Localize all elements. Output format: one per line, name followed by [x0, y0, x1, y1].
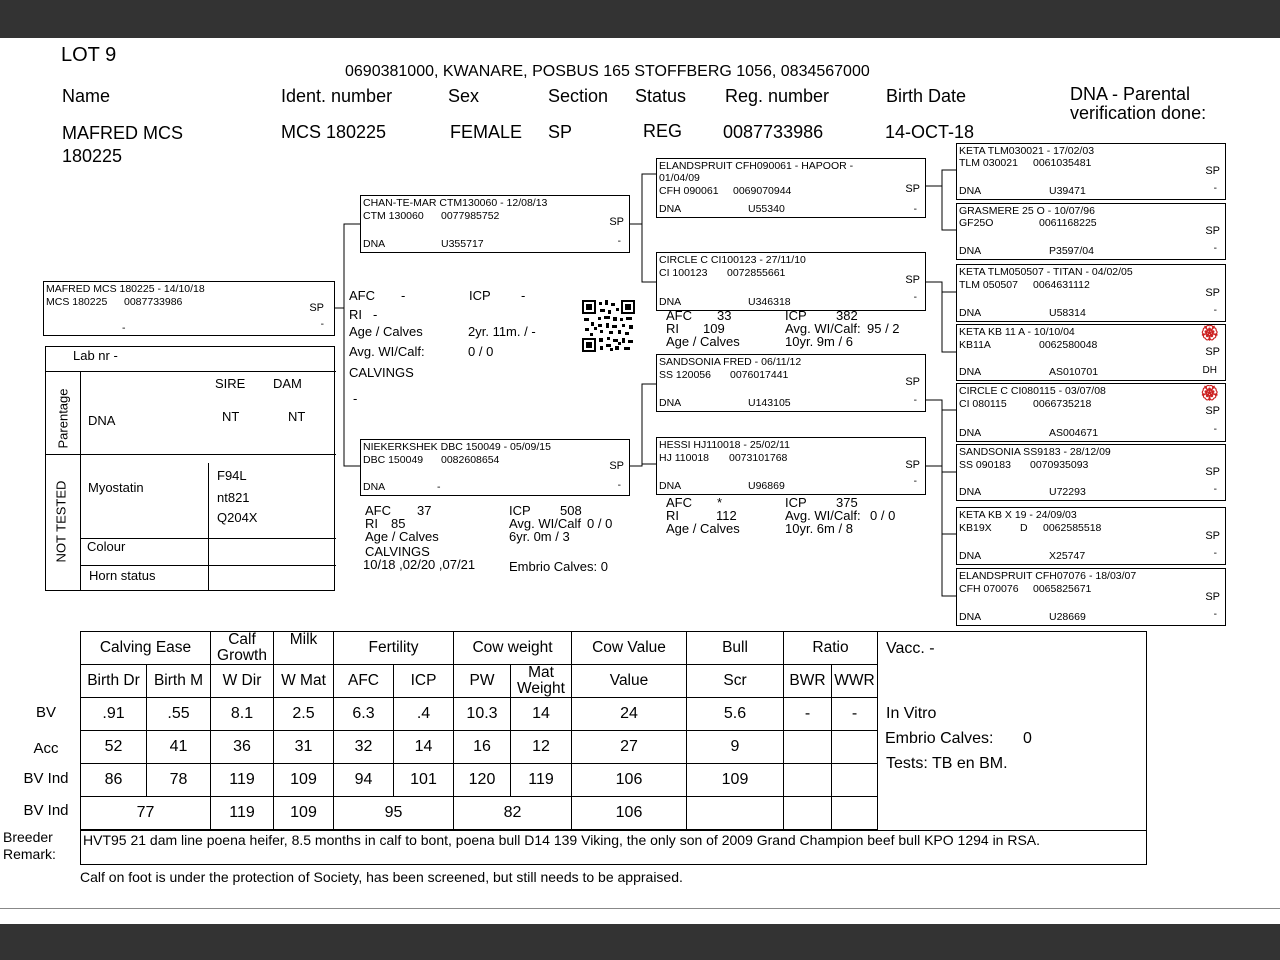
self-sec: SP [309, 302, 324, 314]
group-ratio: Ratio [784, 632, 878, 665]
dna-parental-line2: verification done: [1070, 103, 1207, 123]
remark-text: HVT95 21 dam line poena heifer, 8.5 months in calf to bont, poena bull D14 139 Viking, the only son of 2009 Grand Champion beef bull KPO 1294 in RSA. [83, 832, 1041, 848]
ggp-reg: 0062580048 [1039, 339, 1098, 351]
gp-reg: 0072855661 [727, 267, 786, 279]
dam-age-value: 6yr. 0m / 3 [509, 529, 570, 544]
sire-dna-label: DNA [363, 238, 386, 250]
ggp-reg: 0061035481 [1033, 157, 1092, 169]
self-dash1: - [122, 322, 126, 334]
group-milk: Milk [274, 632, 334, 665]
ggp-dna-label: DNA [959, 486, 982, 498]
cell: 12 [511, 731, 572, 764]
group-calf-growth [211, 632, 274, 665]
gp2-wi-value: 95 / 2 [867, 321, 900, 336]
gp2-ri-label: RI [666, 321, 679, 336]
animal-birth: 14-OCT-18 [885, 122, 975, 142]
dna-parental-line1: DNA - Parental [1070, 84, 1191, 104]
vacc-label: Vacc. - [886, 640, 935, 657]
ggp-reg: 0064631112 [1033, 279, 1090, 291]
self-afc-value: - [401, 288, 406, 303]
ggp-reg: 0061168225 [1039, 217, 1097, 229]
cell: 2.5 [274, 698, 334, 731]
gp-title: HESSI HJ110018 - 25/02/11 [659, 439, 790, 451]
tests-label: Tests: TB en BM. [886, 755, 1008, 772]
ggp-dna-value: X25747 [1049, 550, 1086, 562]
ggp-dash: - [1213, 305, 1217, 316]
cell: 106 [572, 764, 687, 797]
gp-reg: 0076017441 [730, 369, 789, 381]
lab-dna: DNA [88, 413, 116, 428]
cell: 109 [274, 764, 334, 797]
gp-dna-value: U143105 [748, 397, 791, 409]
dam-ri-label: RI [365, 516, 378, 531]
ggp-dash: - [1213, 424, 1217, 435]
self-icp-label: ICP [469, 288, 491, 303]
dam-dna-value: - [437, 481, 441, 493]
cell [832, 797, 878, 830]
label-birth: Birth Date [886, 86, 967, 106]
dam-wi-label: Avg. WI/Calf [509, 516, 582, 531]
dam-ri-value: 85 [391, 516, 406, 531]
ggp-dna-value: U28669 [1049, 611, 1086, 623]
cell: 16 [454, 731, 511, 764]
ggp-id: GF25O [959, 217, 994, 229]
embrio-value: 0 [1023, 730, 1032, 747]
sub-birth-dr: Birth Dr [81, 665, 147, 698]
gp4-afc-label: AFC [666, 495, 692, 510]
cell: 86 [81, 764, 147, 797]
cell: 6.3 [334, 698, 394, 731]
cell: 82 [454, 797, 572, 830]
ggp-id: TLM 050507 [959, 279, 1018, 291]
dam-wi-value: 0 / 0 [587, 516, 613, 531]
dam-icp-value: 508 [560, 503, 582, 518]
gp2-age-label: Age / Calves [666, 334, 740, 349]
ggp-dna-label: DNA [959, 245, 982, 257]
ggp-dna-value: AS004671 [1049, 427, 1099, 439]
dam-dna-label: DNA [363, 481, 386, 493]
lab-dam: DAM [273, 376, 302, 391]
owner-address: 0690381000, KWANARE, POSBUS 165 STOFFBERG 1056, 0834567000 [345, 63, 870, 80]
ggp-dna-label: DNA [959, 307, 982, 319]
animal-ident: MCS 180225 [281, 122, 387, 142]
ggp-sec: SP [1205, 530, 1220, 542]
label-section: Section [548, 86, 609, 106]
cell: 24 [572, 698, 687, 731]
sub-mat-weight [511, 665, 572, 698]
gp-dna-label: DNA [659, 480, 682, 492]
lab-horn: Horn status [89, 568, 156, 583]
cell [687, 797, 784, 830]
ggp-title: KETA TLM050507 - TITAN - 04/02/05 [959, 266, 1133, 278]
bv-table [80, 631, 878, 830]
cell: 14 [511, 698, 572, 731]
ggp-sec: SP [1205, 287, 1220, 299]
ggp-dna-label: DNA [959, 185, 982, 197]
gp2-ri-value: 109 [703, 321, 725, 336]
gp4-ri-label: RI [666, 508, 679, 523]
lab-f94l: F94L [217, 468, 247, 483]
lot-title: LOT 9 [61, 44, 117, 66]
vacc-panel [878, 631, 1147, 831]
remark-label-1: Breeder [3, 829, 53, 845]
sire-sec: SP [609, 216, 624, 228]
cell: 31 [274, 731, 334, 764]
ggp-sec: SP [1205, 466, 1220, 478]
ggp-dna-value: U58314 [1049, 307, 1086, 319]
group-cow-value: Cow Value [572, 632, 687, 665]
gp-reg: 0073101768 [729, 452, 788, 464]
cell [784, 764, 832, 797]
ggp-sec: SP [1205, 405, 1220, 417]
lab-nt821: nt821 [217, 490, 250, 505]
ggp-dna-value: U39471 [1049, 185, 1086, 197]
self-dash2: - [320, 319, 324, 330]
sub-afc: AFC [334, 665, 394, 698]
sub-value: Value [572, 665, 687, 698]
ggp-id: CFH 070076 [959, 583, 1019, 595]
ggp-sec: SP [1205, 591, 1220, 603]
ggp-dna-value: P3597/04 [1049, 245, 1094, 257]
cell [832, 731, 878, 764]
self-icp-value: - [521, 288, 526, 303]
lab-myostatin: Myostatin [88, 480, 144, 495]
dam-age-label: Age / Calves [365, 529, 439, 544]
gp4-wi-value: 0 / 0 [870, 508, 896, 523]
embrio-label: Embrio Calves: [885, 730, 994, 747]
animal-reg: 0087733986 [723, 122, 824, 142]
animal-section: SP [548, 122, 573, 142]
lab-nt-sire: NT [222, 409, 240, 424]
self-ri-label: RI [349, 307, 362, 322]
cell [784, 797, 832, 830]
cell: 94 [334, 764, 394, 797]
cell [784, 731, 832, 764]
gp4-afc-value: * [717, 495, 723, 510]
award-icon: 🏵 [1199, 385, 1219, 402]
calf-growth-2: Growth [217, 647, 267, 664]
gp4-icp-value: 375 [836, 495, 858, 510]
animal-name-1: MAFRED MCS [62, 123, 183, 143]
gp4-age-label: Age / Calves [666, 521, 740, 536]
dam-icp-label: ICP [509, 503, 531, 518]
label-name: Name [62, 86, 111, 106]
gp4-ri-value: 112 [716, 508, 737, 523]
sub-bwr: BWR [784, 665, 832, 698]
cell: 119 [511, 764, 572, 797]
self-title: MAFRED MCS 180225 - 14/10/18 [46, 283, 205, 295]
row-label-bvind2: BV Ind [23, 802, 69, 819]
sire-reg: 0077985752 [441, 210, 500, 222]
cell [832, 764, 878, 797]
ggp-dna-label: DNA [959, 611, 982, 623]
gp4-wi-label: Avg. WI/Calf: [785, 508, 861, 523]
animal-name-2: 180225 [62, 146, 123, 166]
gp-id: CFH 090061 [659, 185, 719, 197]
dam-title: NIEKERKSHEK DBC 150049 - 05/09/15 [363, 441, 551, 453]
ggp-sec: SP [1205, 346, 1220, 358]
cell: 109 [687, 764, 784, 797]
sub-w-dir: W Dir [211, 665, 274, 698]
cell: 109 [274, 797, 334, 830]
not-tested-label: NOT TESTED [53, 480, 69, 563]
ggp-title: SANDSONIA SS9183 - 28/12/09 [959, 446, 1111, 458]
self-ri-value: - [373, 307, 378, 322]
cell: 119 [211, 764, 274, 797]
ggp-id: SS 090183 [959, 459, 1011, 471]
cell: 32 [334, 731, 394, 764]
gp-dash: - [913, 204, 917, 215]
gp-dna-label: DNA [659, 296, 682, 308]
label-status: Status [635, 86, 687, 106]
gp-sec: SP [905, 274, 920, 286]
gp-id: HJ 110018 [659, 452, 710, 464]
ggp-id: KB11A [959, 339, 991, 351]
ggp-dna-value: U72293 [1049, 486, 1086, 498]
ggp-title: KETA TLM030021 - 17/02/03 [959, 145, 1095, 157]
group-calving-ease: Calving Ease [81, 632, 211, 665]
lab-nt-dam: NT [288, 409, 306, 424]
cell: .55 [147, 698, 211, 731]
label-ident: Ident. number [281, 86, 393, 106]
cell: 10.3 [454, 698, 511, 731]
gp2-icp-label: ICP [785, 308, 807, 323]
gp-id: CI 100123 [659, 267, 708, 279]
remark-label [3, 829, 56, 863]
cell: 36 [211, 731, 274, 764]
dam-afc-value: 37 [417, 503, 432, 518]
self-afc-label: AFC [349, 288, 375, 303]
ggp-id: CI 080115 [959, 398, 1007, 410]
gp-title: CIRCLE C CI100123 - 27/11/10 [659, 254, 806, 266]
group-bull: Bull [687, 632, 784, 665]
self-wi-label: Avg. WI/Calf: [349, 344, 425, 359]
gp-sec: SP [905, 459, 920, 471]
ggp-sec: SP [1205, 165, 1220, 177]
cell: 52 [81, 731, 147, 764]
ggp-reg: 0070935093 [1030, 459, 1089, 471]
cell: 8.1 [211, 698, 274, 731]
dam-embrio: Embrio Calves: 0 [509, 559, 608, 574]
ggp-dash: - [1213, 484, 1217, 495]
dam-sec: SP [609, 460, 624, 472]
ggp-dna-label: DNA [959, 366, 982, 378]
cell: - [784, 698, 832, 731]
gp4-age-value: 10yr. 6m / 8 [785, 521, 853, 536]
ggp-id: TLM 030021 [959, 157, 1018, 169]
gp-id: SS 120056 [659, 369, 711, 381]
ggp-title: GRASMERE 25 O - 10/07/96 [959, 205, 1095, 217]
cell: 41 [147, 731, 211, 764]
cell: .4 [394, 698, 454, 731]
ggp-title: KETA KB 11 A - 10/10/04 [959, 326, 1075, 338]
gp-dash: - [913, 395, 917, 406]
animal-sex: FEMALE [450, 122, 523, 142]
cell: 9 [687, 731, 784, 764]
cell: 77 [81, 797, 211, 830]
remark-label-2: Remark: [3, 846, 56, 862]
ggp-dna-label: DNA [959, 550, 982, 562]
sub-scr: Scr [687, 665, 784, 698]
cell: 78 [147, 764, 211, 797]
label-reg: Reg. number [725, 86, 830, 106]
self-id: MCS 180225 [46, 296, 108, 308]
cell: 14 [394, 731, 454, 764]
self-age-label: Age / Calves [349, 324, 423, 339]
label-sex: Sex [448, 86, 480, 106]
remark-box [80, 830, 1147, 865]
award-icon: 🏵 [1199, 325, 1219, 342]
sub-icp: ICP [394, 665, 454, 698]
row-label-acc: Acc [33, 740, 59, 757]
cell: 120 [454, 764, 511, 797]
gp-sec: SP [905, 376, 920, 388]
row-label-bvind: BV Ind [23, 770, 69, 787]
sub-w-mat: W Mat [274, 665, 334, 698]
gp4-icp-label: ICP [785, 495, 807, 510]
self-calvings-value: - [353, 391, 358, 406]
ggp-reg: 0062585518 [1043, 522, 1102, 534]
lab-sire: SIRE [215, 376, 246, 391]
remark-footer: Calf on foot is under the protection of Society, has been screened, but still needs to be appraised. [80, 869, 683, 885]
sire-title: CHAN-TE-MAR CTM130060 - 12/08/13 [363, 197, 548, 209]
bvind-row [81, 764, 878, 797]
gp-dash: - [913, 292, 917, 303]
lab-q204x: Q204X [217, 510, 258, 525]
ggp-id2: D [1020, 522, 1028, 534]
animal-status: REG [643, 121, 683, 141]
sub-wwr: WWR [832, 665, 878, 698]
cell: - [832, 698, 878, 731]
sire-id: CTM 130060 [363, 210, 424, 222]
ggp-reg: 0066735218 [1033, 398, 1092, 410]
sire-dna-value: U355717 [441, 238, 484, 250]
calf-growth-1: Calf [228, 631, 256, 648]
ggp-dash: - [1213, 183, 1217, 194]
cell: 5.6 [687, 698, 784, 731]
dam-reg: 0082608654 [441, 454, 500, 466]
gp-dash: - [913, 476, 917, 487]
self-wi-value: 0 / 0 [468, 344, 494, 359]
gp-dna-value: U346318 [748, 296, 791, 308]
ggp-sec: SP [1205, 225, 1220, 237]
sire-dash: - [617, 236, 621, 247]
bvind2-row [81, 797, 878, 830]
gp-dna-value: U96869 [748, 480, 785, 492]
lab-colour: Colour [87, 539, 126, 554]
dam-dash: - [617, 480, 621, 491]
gp-sec: SP [905, 183, 920, 195]
bv-row [81, 698, 878, 731]
sub-pw: PW [454, 665, 511, 698]
gp-dna-value: U55340 [748, 203, 785, 215]
lab-nr: Lab nr - [73, 348, 118, 363]
group-cow-weight: Cow weight [454, 632, 572, 665]
ggp-title: KETA KB X 19 - 24/09/03 [959, 509, 1077, 521]
parentage-label: Parentage [55, 388, 71, 449]
ggp-dash: DH [1202, 365, 1217, 376]
gp2-icp-value: 382 [836, 308, 858, 323]
ggp-dash: - [1213, 609, 1217, 620]
gp2-afc-label: AFC [666, 308, 692, 323]
dam-afc-label: AFC [365, 503, 391, 518]
sub-birth-m: Birth M [147, 665, 211, 698]
ggp-title: CIRCLE C CI080115 - 03/07/08 [959, 385, 1106, 397]
dam-calvings-value: 10/18 ,02/20 ,07/21 [363, 557, 476, 572]
ggp-id: KB19X [959, 522, 992, 534]
cell: 95 [334, 797, 454, 830]
gp2-wi-label: Avg. WI/Calf: [785, 321, 861, 336]
self-calvings-label: CALVINGS [349, 365, 414, 380]
mat-weight-1: Mat [528, 664, 554, 681]
cell: 119 [211, 797, 274, 830]
invitro-label: In Vitro [886, 705, 937, 722]
gp-dna-label: DNA [659, 397, 682, 409]
ggp-reg: 0065825671 [1033, 583, 1092, 595]
dam-calvings-label: CALVINGS [365, 544, 430, 559]
cell: .91 [81, 698, 147, 731]
ggp-dna-value: AS010701 [1049, 366, 1099, 378]
dam-id: DBC 150049 [363, 454, 424, 466]
ggp-dna-label: DNA [959, 427, 982, 439]
group-fertility: Fertility [334, 632, 454, 665]
gp-title-1: ELANDSPRUIT CFH090061 - HAPOOR - [659, 160, 854, 172]
lab-panel [45, 346, 335, 591]
gp-title: SANDSONIA FRED - 06/11/12 [659, 356, 802, 368]
cell: 27 [572, 731, 687, 764]
cell: 106 [572, 797, 687, 830]
ggp-dash: - [1213, 243, 1217, 254]
gp2-afc-value: 33 [717, 308, 732, 323]
ggp-dash: - [1213, 548, 1217, 559]
self-age-value: 2yr. 11m. / - [468, 324, 536, 339]
mat-weight-2: Weight [517, 680, 565, 697]
acc-row [81, 731, 878, 764]
ggp-title: ELANDSPRUIT CFH07076 - 18/03/07 [959, 570, 1137, 582]
row-label-bv: BV [35, 704, 56, 721]
cell: 101 [394, 764, 454, 797]
gp-title-2: 01/04/09 [659, 172, 700, 184]
self-reg: 0087733986 [124, 296, 183, 308]
gp-dna-label: DNA [659, 203, 682, 215]
gp2-age-value: 10yr. 9m / 6 [785, 334, 853, 349]
gp-reg: 0069070944 [733, 185, 792, 197]
